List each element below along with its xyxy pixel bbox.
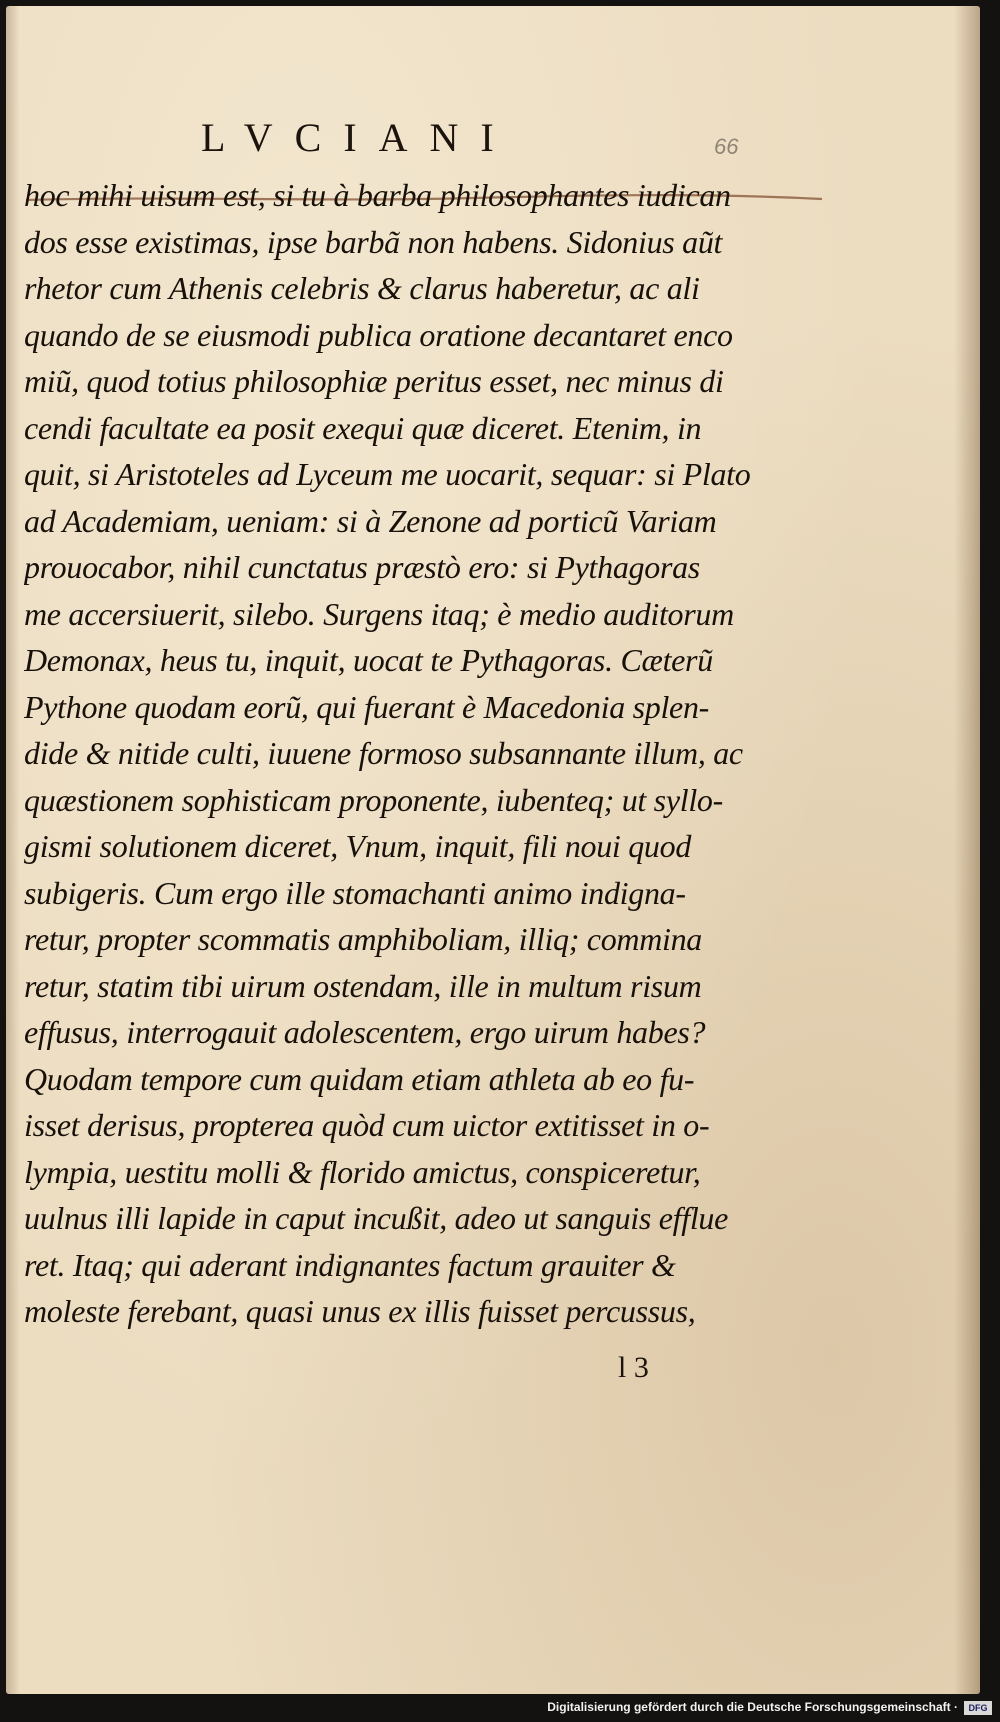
text-line: dide & nitide culti, iuuene formoso subsannante illum, ac [24, 735, 743, 771]
text-line: retur, statim tibi uirum ostendam, ille in multum risum [24, 967, 702, 1004]
text-line: prouocabor, nihil cunctatus præstò ero: si Pythagoras [24, 549, 700, 585]
text-line: subigeris. Cum ergo ille stomachanti animo indigna- [24, 874, 686, 911]
text-line: hoc mihi uisum est, si tu à barba philosophantes iudican [24, 177, 731, 213]
footer-bar [0, 1694, 1000, 1722]
text-line: retur, propter scommatis amphiboliam, illiq; commina [24, 921, 703, 957]
text-line: quit, si Aristoteles ad Lyceum me uocarit, sequar: si Plato [24, 456, 751, 492]
text-line: dos esse existimas, ipse barbã non habens. Sidonius aũt [24, 223, 723, 260]
signature-mark: l 3 [618, 1351, 649, 1384]
text-line: Demonax, heus tu, inquit, uocat te Pythagoras. Cæterũ [24, 642, 713, 678]
text-line: uulnus illi lapide in caput incußit, adeo ut sanguis efflue [24, 1200, 729, 1236]
text-line: moleste ferebant, quasi unus ex illis fuisset percussus, [24, 1293, 696, 1329]
page-edge-shadow [954, 6, 980, 1694]
funding-credit: Digitalisierung gefördert durch die Deutsche Forschungsgemeinschaft · [547, 1700, 958, 1714]
folio-pencil-note: 66 [714, 134, 739, 159]
text-line: isset derisus, propterea quòd cum uictor extitisset in o- [24, 1107, 710, 1143]
running-head: LVCIANI [201, 115, 516, 160]
text-line: rhetor cum Athenis celebris & clarus haberetur, ac ali [24, 270, 700, 306]
text-line: ad Academiam, ueniam: si à Zenone ad porticũ Variam [24, 502, 717, 539]
text-line: effusus, interrogauit adolescentem, ergo uirum habes? [24, 1014, 706, 1050]
text-line: lympia, uestitu molli & florido amictus, conspiceretur, [24, 1153, 701, 1190]
text-line: quæstionem sophisticam proponente, iubenteq; ut syllo- [24, 781, 723, 818]
text-line: ret. Itaq; qui aderant indignantes factum grauiter & [24, 1246, 676, 1283]
text-line: me accersiuerit, silebo. Surgens itaq; è medio auditorum [24, 595, 734, 632]
text-line: cendi facultate ea posit exequi quæ diceret. Etenim, in [24, 409, 702, 446]
text-line: gismi solutionem diceret, Vnum, inquit, fili noui quod [24, 828, 692, 864]
text-line: Pythone quodam eorũ, qui fuerant è Macedonia splen- [24, 688, 709, 725]
dfg-logo: DFG [964, 1701, 992, 1715]
body-text [24, 172, 774, 1335]
page-gutter-shadow [6, 6, 20, 1694]
text-line: miũ, quod totius philosophiæ peritus esset, nec minus di [24, 363, 724, 399]
text-line: Quodam tempore cum quidam etiam athleta ab eo fu- [24, 1060, 695, 1097]
book-page [6, 6, 980, 1694]
text-line: quando de se eiusmodi publica oratione decantaret enco [24, 316, 733, 353]
